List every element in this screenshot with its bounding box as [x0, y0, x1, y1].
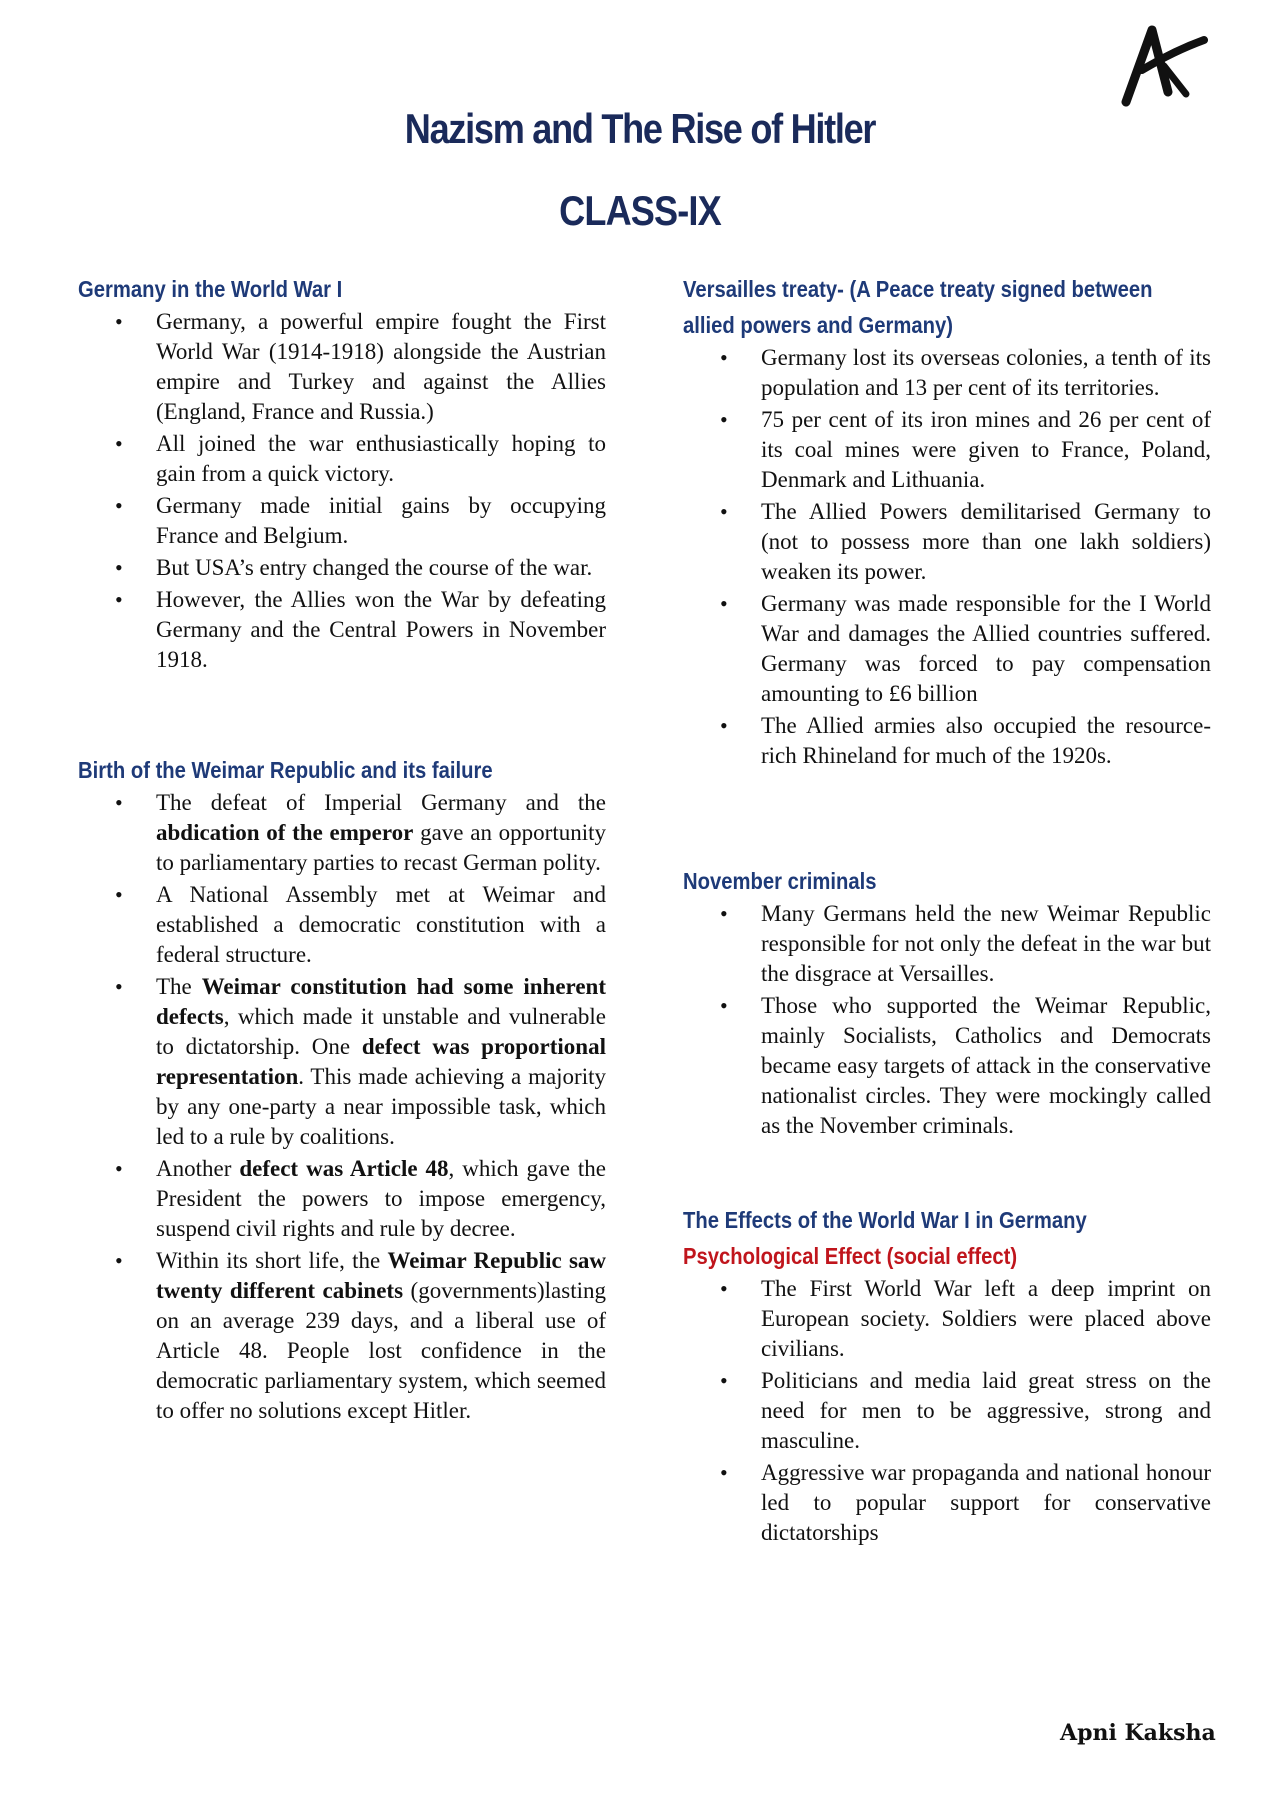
bullet-list	[683, 1274, 1211, 1548]
bullet-icon: •	[115, 309, 123, 334]
section-heading: Germany in the World War I	[78, 276, 343, 302]
list-item: • The Allied Powers demilitarised Germany to (not to possess more than one lakh soldiers) weaken its power.	[720, 499, 1211, 584]
section-versailles-treaty	[683, 271, 1211, 773]
section-subheading: Psychological Effect (social effect)	[683, 1243, 1018, 1269]
section-heading: Birth of the Weimar Republic and its failure	[78, 757, 493, 783]
list-item: • Politicians and media laid great stress on the need for men to be aggressive, strong and masculine.	[720, 1368, 1211, 1453]
list-item: • Those who supported the Weimar Republic, mainly Socialists, Catholics and Democrats became easy targets of attack in the conservative nationalist circles. They were mockingly called as the November criminals.	[720, 993, 1211, 1138]
title-block	[0, 105, 1280, 234]
bullet-icon: •	[720, 499, 728, 524]
section-heading-line2: allied powers and Germany)	[683, 312, 953, 338]
list-item: • Within its short life, the Weimar Republic saw twenty different cabinets (governments)lasting on an average 239 days, and a liberal use of Article 48. People lost confidence in the democratic parliamentary system, which seemed to offer no solutions except Hitler.	[115, 1248, 607, 1423]
list-item: • The Allied armies also occupied the resource-rich Rhineland for much of the 1920s.	[720, 713, 1211, 768]
bullet-icon: •	[115, 555, 123, 580]
section-germany-ww1	[78, 271, 606, 677]
list-item: • Germany was made responsible for the I World War and damages the Allied countries suffered. Germany was forced to pay compensation amounting to £6 billion	[720, 591, 1211, 706]
list-item: • However, the Allies won the War by defeating Germany and the Central Powers in November 1918.	[115, 587, 606, 672]
page-subtitle: CLASS-IX	[559, 187, 721, 234]
bullet-icon: •	[115, 1248, 123, 1273]
list-item: • A National Assembly met at Weimar and established a democratic constitution with a federal structure.	[115, 882, 606, 967]
list-item: • The First World War left a deep imprint on European society. Soldiers were placed above civilians.	[720, 1276, 1211, 1361]
section-weimar-republic	[78, 752, 606, 1428]
list-item: • The Weimar constitution had some inherent defects, which made it unstable and vulnerable to dictatorship. One defect was proportional representation. This made achieving a majority by any one-party a near impossible task, which led to a rule by coalitions.	[115, 974, 606, 1149]
list-item: • All joined the war enthusiastically hoping to gain from a quick victory.	[115, 431, 606, 486]
list-item: • 75 per cent of its iron mines and 26 per cent of its coal mines were given to France, Poland, Denmark and Lithuania.	[720, 407, 1211, 492]
list-item: • But USA’s entry changed the course of the war.	[78, 553, 606, 583]
bullet-icon: •	[115, 974, 123, 999]
list-item: • Aggressive war propaganda and national honour led to popular support for conservative dictatorships	[720, 1460, 1211, 1545]
list-item: • Many Germans held the new Weimar Republic responsible for not only the defeat in the war but the disgrace at Versailles.	[720, 901, 1211, 986]
bullet-icon: •	[720, 1368, 728, 1393]
bullet-icon: •	[115, 1156, 123, 1181]
bullet-icon: •	[720, 345, 728, 370]
bullet-icon: •	[720, 713, 728, 738]
bullet-icon: •	[115, 431, 123, 456]
section-effects-ww1	[683, 1202, 1211, 1550]
section-heading: Versailles treaty- (A Peace treaty signed between	[683, 276, 1153, 302]
page-title: Nazism and The Rise of Hitler	[404, 105, 876, 152]
list-item: • Another defect was Article 48, which gave the President the powers to impose emergency, suspend civil rights and rule by decree.	[115, 1156, 606, 1241]
bullet-list	[683, 899, 1211, 1141]
bullet-icon: •	[720, 1276, 728, 1301]
bullet-icon: •	[720, 1460, 728, 1485]
bullet-icon: •	[720, 407, 728, 432]
section-november-criminals	[683, 863, 1211, 1143]
bullet-icon: •	[115, 790, 123, 815]
bullet-list	[683, 343, 1211, 771]
list-item: • Germany made initial gains by occupying France and Belgium.	[115, 493, 606, 548]
bullet-list	[78, 307, 606, 675]
bullet-icon: •	[115, 882, 123, 907]
bullet-icon: •	[720, 591, 728, 616]
bullet-icon: •	[720, 901, 728, 926]
bullet-list	[78, 788, 606, 1426]
bullet-icon: •	[115, 587, 123, 612]
list-item: • Germany, a powerful empire fought the First World War (1914-1918) alongside the Austrian empire and Turkey and against the Allies (England, France and Russia.)	[115, 309, 606, 424]
apni-kaksha-logo-icon	[1112, 22, 1208, 110]
list-item: • The defeat of Imperial Germany and the abdication of the emperor gave an opportunity to parliamentary parties to recast German polity.	[115, 790, 606, 875]
footer-brand: Apni Kaksha	[1060, 1720, 1216, 1746]
bullet-icon: •	[115, 493, 123, 518]
section-heading: The Effects of the World War I in Germany	[683, 1207, 1087, 1233]
list-item: • Germany lost its overseas colonies, a tenth of its population and 13 per cent of its territories.	[720, 345, 1211, 400]
bullet-icon: •	[720, 993, 728, 1018]
section-heading: November criminals	[683, 868, 877, 894]
